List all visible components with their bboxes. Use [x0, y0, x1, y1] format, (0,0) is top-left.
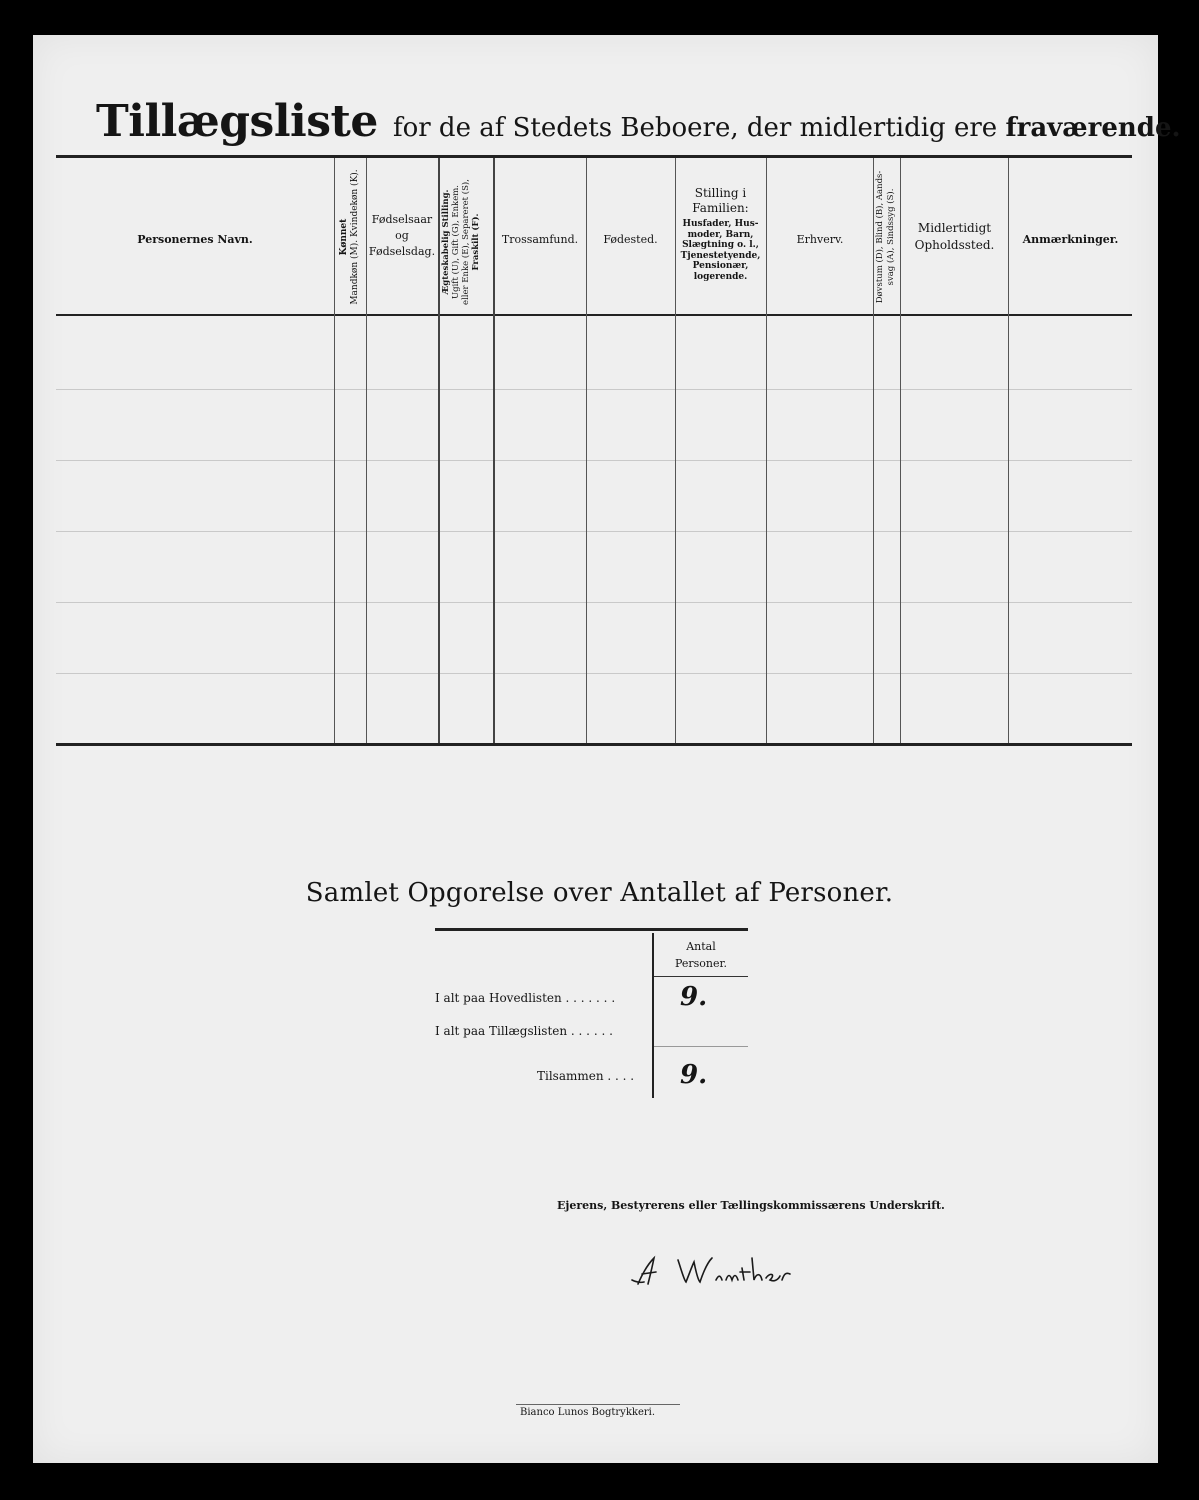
column-header-birthplace: Fødested. — [603, 233, 658, 246]
form-title-main: Tillægsliste — [96, 96, 378, 147]
table-row-divider — [56, 602, 1132, 603]
column-header-birth-line2: og — [395, 229, 409, 242]
signature-caption: Ejerens, Bestyrerens eller Tællingskommissærens Underskrift. — [557, 1199, 945, 1212]
column-header-religion: Trossamfund. — [501, 233, 579, 246]
table-header-rule — [56, 314, 1132, 316]
column-header-family-line4: moder, Barn, — [687, 229, 754, 240]
summary-top-rule — [435, 928, 748, 931]
form-title — [96, 96, 1181, 147]
column-header-marital-line1: Ægteskabelig Stilling. — [441, 189, 451, 295]
column-header-marital — [441, 167, 489, 317]
summary-header-rule — [654, 976, 748, 977]
summary-title: Samlet Opgorelse over Antallet af Personer. — [305, 878, 894, 908]
column-header-gender-values: Mandkøn (M). Kvindekøn (K). — [350, 169, 360, 305]
table-top-rule — [56, 155, 1132, 158]
column-header-marital-line4: Fraskilt (F). — [471, 213, 481, 271]
table-row-divider — [56, 531, 1132, 532]
column-header-gender — [339, 159, 363, 315]
column-header-remarks: Anmærkninger. — [1022, 233, 1119, 246]
column-header-family-line3: Husfader, Hus- — [682, 219, 759, 229]
summary-count-header-line1: Antal — [686, 940, 716, 953]
summary-row-supplement-label: I alt paa Tillægslisten . . . . . . — [435, 1024, 613, 1038]
summary-row-main-list-label: I alt paa Hovedlisten . . . . . . . — [435, 991, 616, 1005]
summary-subtotal-rule — [654, 1046, 748, 1047]
column-header-temp-residence-line1: Midlertidigt — [917, 221, 992, 235]
printer-rule — [516, 1404, 680, 1405]
table-row-divider — [56, 673, 1132, 674]
handwritten-signature — [630, 1250, 800, 1295]
column-divider — [334, 158, 335, 743]
column-header-family-line1: Stilling i — [694, 186, 747, 200]
column-header-family-line8: logerende. — [693, 271, 748, 282]
column-header-disability-line2: svag (A), Sindssyg (S). — [886, 188, 896, 286]
column-header-birth-line1: Fødselsaar — [371, 213, 433, 226]
summary-count-header — [654, 938, 748, 972]
summary-count-header-line2: Personer. — [674, 957, 728, 970]
column-header-marital-line2: Ugift (U), Gift (G), Enkem. — [451, 185, 461, 300]
table-row-divider — [56, 389, 1132, 390]
column-header-family-line5: Slægtning o. l., — [682, 240, 759, 250]
column-header-family — [675, 186, 766, 282]
printer-imprint: Bianco Lunos Bogtrykkeri. — [520, 1407, 656, 1418]
summary-row-total-value: 9. — [680, 1060, 708, 1090]
column-header-occupation: Erhverv. — [796, 233, 844, 246]
column-header-family-line2: Familien: — [692, 201, 749, 215]
column-header-disability — [875, 162, 899, 312]
form-title-emphasis: fraværende. — [1005, 113, 1181, 143]
column-header-family-line7: Pensionær, — [692, 261, 749, 271]
table-bottom-rule — [56, 743, 1132, 746]
column-header-names: Personernes Navn. — [137, 233, 253, 246]
form-title-rest — [393, 113, 1181, 143]
column-header-temp-residence — [901, 220, 1008, 254]
summary-row-main-list-value: 9. — [680, 982, 708, 1012]
column-header-birth — [366, 212, 438, 260]
column-divider — [438, 158, 440, 743]
column-header-birth-line3: Fødselsdag. — [368, 245, 436, 258]
column-divider — [873, 158, 874, 743]
column-header-disability-line1: Døvstum (D), Blind (B), Aands- — [875, 170, 885, 304]
column-header-gender-title: Kønnet — [339, 218, 349, 256]
column-header-temp-residence-line2: Opholdssted. — [914, 238, 995, 252]
summary-row-total-label: Tilsammen . . . . — [537, 1069, 635, 1083]
table-row-divider — [56, 460, 1132, 461]
form-title-text: for de af Stedets Beboere, der midlertidig ere — [392, 113, 998, 143]
column-header-family-line6: Tjenestetyende, — [680, 250, 761, 261]
column-header-marital-line3: eller Enke (E), Separeret (S), — [461, 179, 471, 305]
